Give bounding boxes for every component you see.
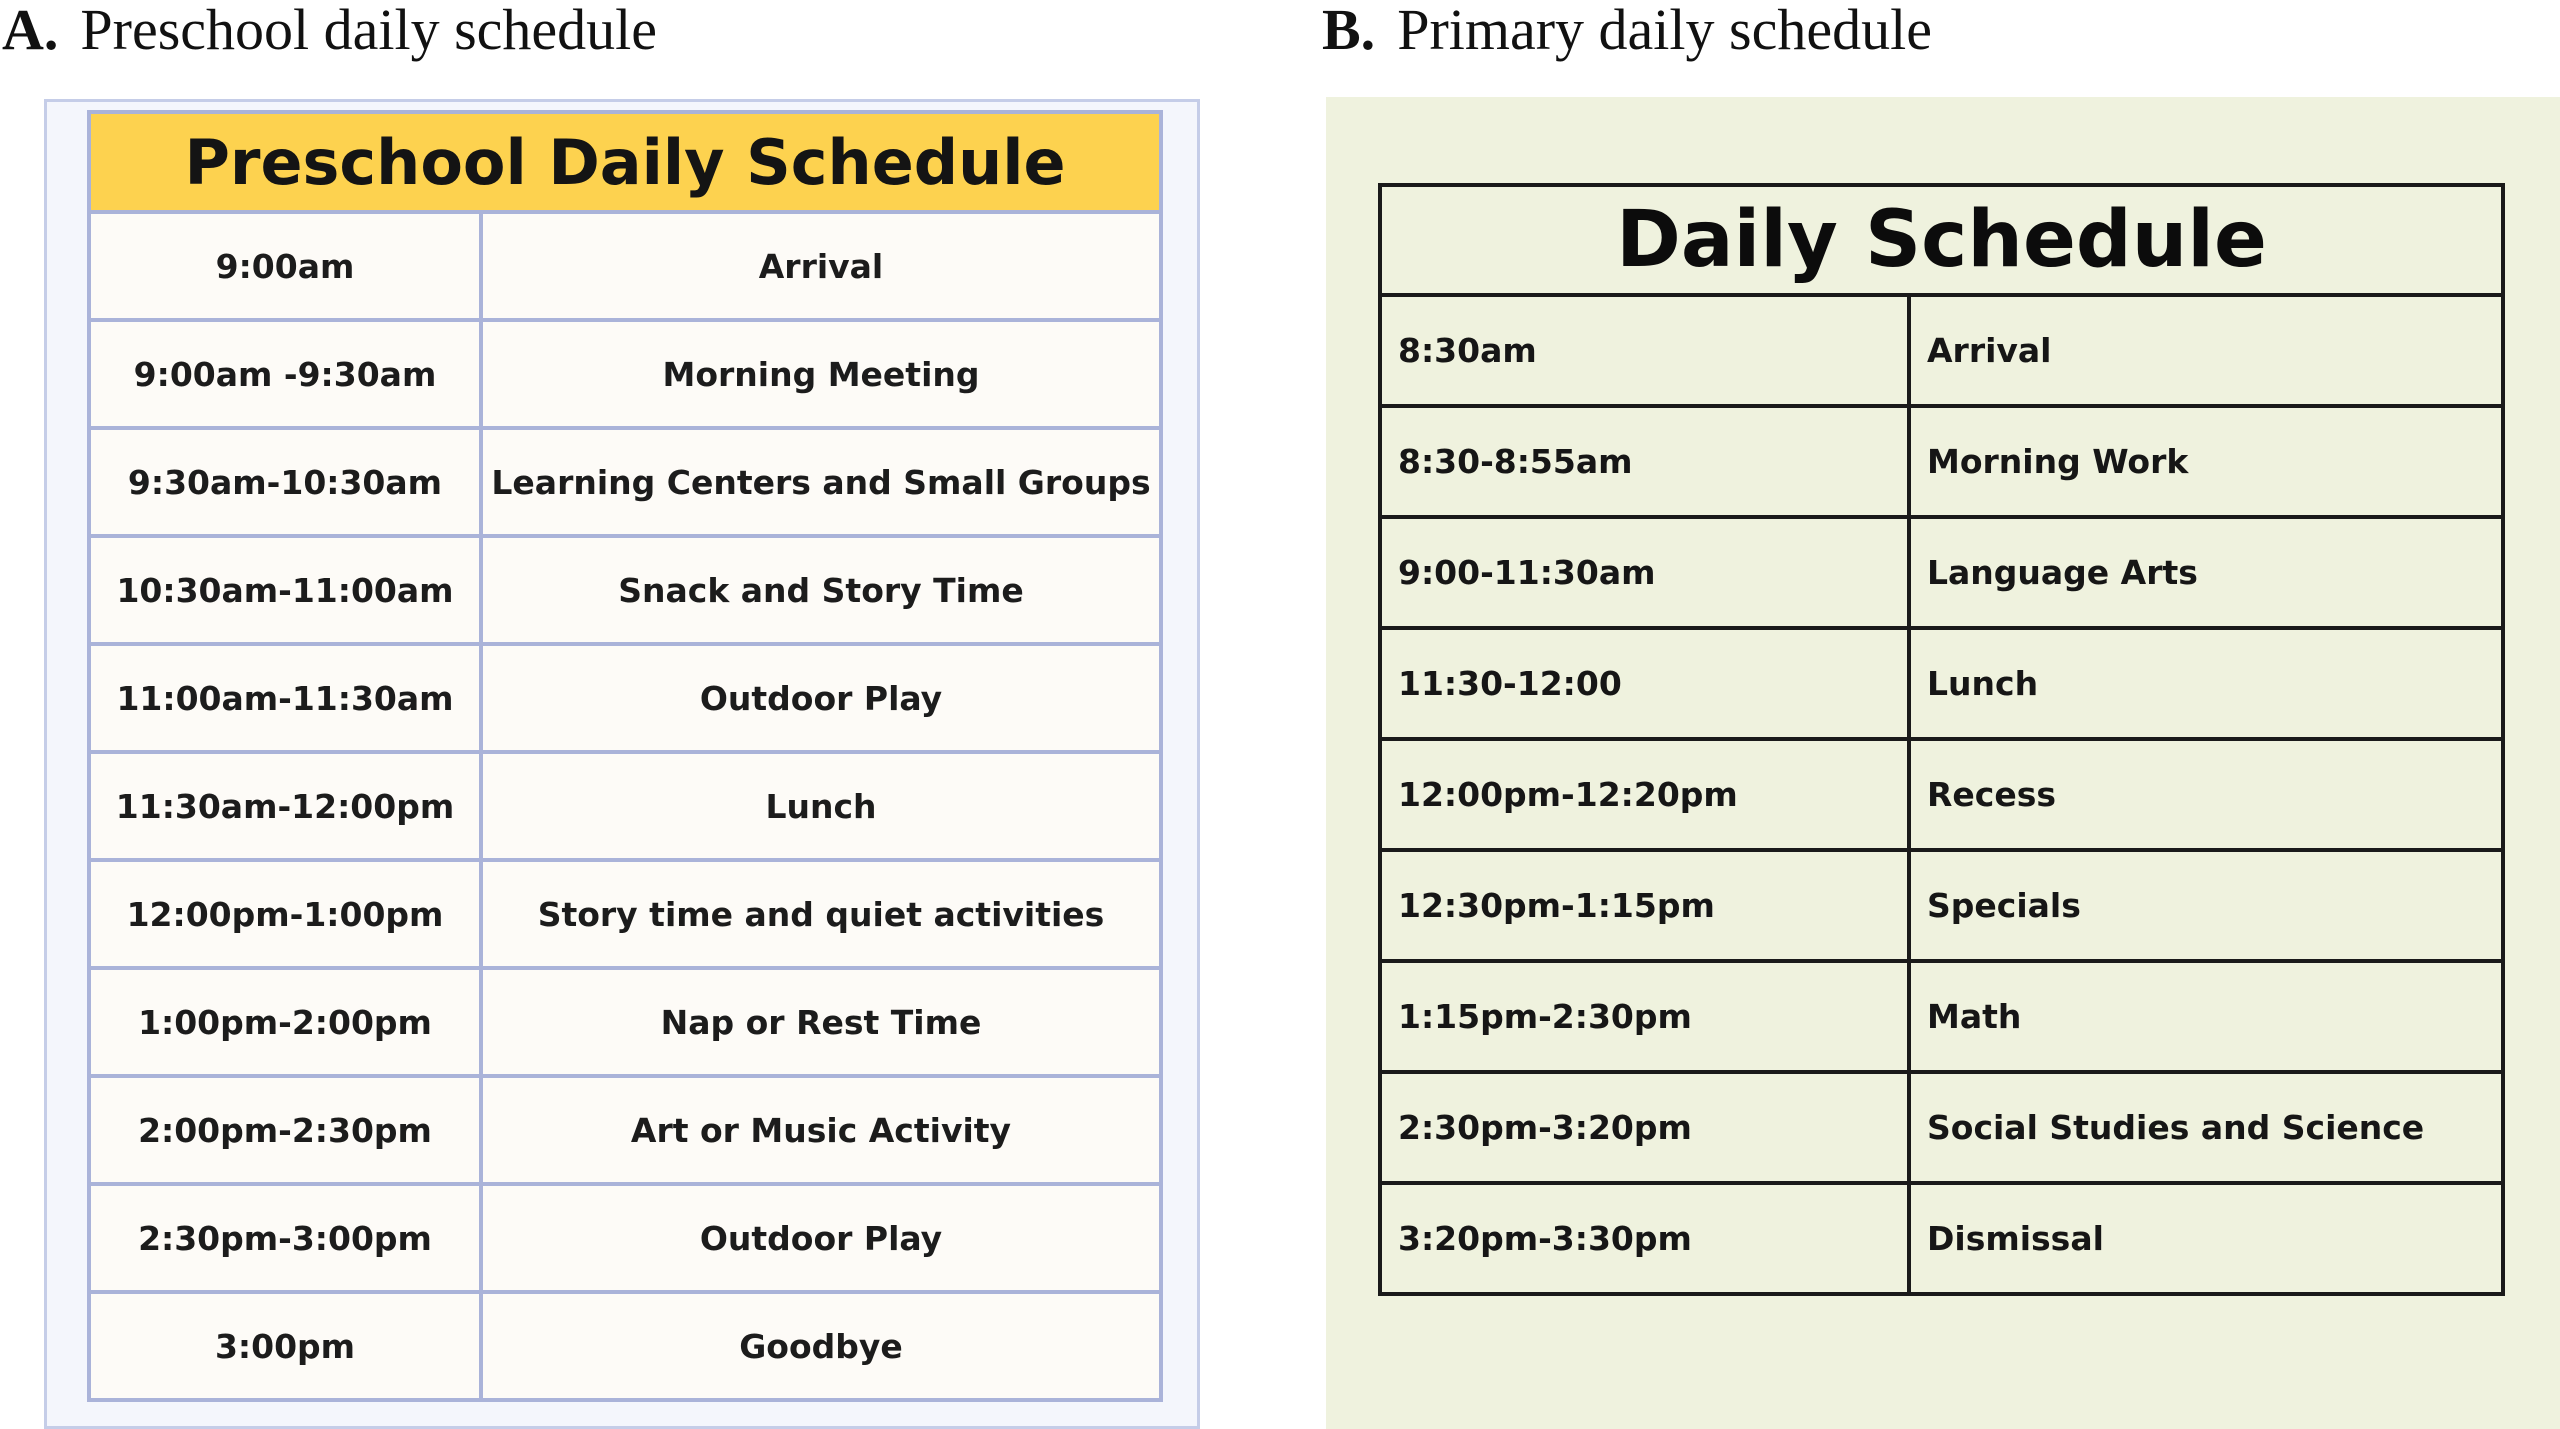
activity-cell: Nap or Rest Time — [481, 968, 1161, 1076]
activity-cell: Art or Music Activity — [481, 1076, 1161, 1184]
table-row — [1380, 517, 2503, 628]
time-cell: 10:30am-11:00am — [89, 536, 481, 644]
panel-a-caption-text: Preschool daily schedule — [80, 0, 658, 62]
panel-b-image — [1326, 97, 2560, 1429]
activity-cell: Language Arts — [1909, 517, 2503, 628]
activity-cell: Learning Centers and Small Groups — [481, 428, 1161, 536]
activity-cell: Arrival — [481, 212, 1161, 320]
time-cell: 8:30am — [1380, 295, 1909, 406]
table-row — [89, 860, 1161, 968]
preschool-schedule-body — [89, 212, 1161, 1400]
activity-cell: Dismissal — [1909, 1183, 2503, 1294]
table-row — [1380, 961, 2503, 1072]
table-row — [89, 428, 1161, 536]
activity-cell: Story time and quiet activities — [481, 860, 1161, 968]
table-row — [1380, 628, 2503, 739]
activity-cell: Lunch — [1909, 628, 2503, 739]
panel-a-caption — [2, 0, 657, 60]
primary-schedule-table — [1378, 183, 2505, 1296]
preschool-schedule-header-row — [89, 112, 1161, 212]
time-cell: 2:30pm-3:20pm — [1380, 1072, 1909, 1183]
time-cell: 2:30pm-3:00pm — [89, 1184, 481, 1292]
table-row — [89, 536, 1161, 644]
primary-schedule-title: Daily Schedule — [1380, 185, 2503, 295]
table-row — [89, 212, 1161, 320]
time-cell: 11:00am-11:30am — [89, 644, 481, 752]
preschool-schedule-title: Preschool Daily Schedule — [89, 112, 1161, 212]
activity-cell: Outdoor Play — [481, 1184, 1161, 1292]
time-cell: 11:30am-12:00pm — [89, 752, 481, 860]
table-row — [1380, 295, 2503, 406]
table-row — [89, 1184, 1161, 1292]
activity-cell: Math — [1909, 961, 2503, 1072]
activity-cell: Morning Meeting — [481, 320, 1161, 428]
table-row — [1380, 739, 2503, 850]
panel-b-caption — [1322, 0, 1932, 60]
activity-cell: Morning Work — [1909, 406, 2503, 517]
table-row — [89, 644, 1161, 752]
time-cell: 3:20pm-3:30pm — [1380, 1183, 1909, 1294]
table-row — [1380, 1072, 2503, 1183]
time-cell: 2:00pm-2:30pm — [89, 1076, 481, 1184]
activity-cell: Social Studies and Science — [1909, 1072, 2503, 1183]
time-cell: 9:00am — [89, 212, 481, 320]
activity-cell: Lunch — [481, 752, 1161, 860]
activity-cell: Specials — [1909, 850, 2503, 961]
time-cell: 1:15pm-2:30pm — [1380, 961, 1909, 1072]
time-cell: 9:00am -9:30am — [89, 320, 481, 428]
time-cell: 9:00-11:30am — [1380, 517, 1909, 628]
time-cell: 12:00pm-12:20pm — [1380, 739, 1909, 850]
activity-cell: Recess — [1909, 739, 2503, 850]
panel-b-letter: B. — [1322, 0, 1376, 62]
activity-cell: Snack and Story Time — [481, 536, 1161, 644]
panel-b-caption-text: Primary daily schedule — [1397, 0, 1932, 62]
activity-cell: Goodbye — [481, 1292, 1161, 1400]
time-cell: 12:00pm-1:00pm — [89, 860, 481, 968]
primary-schedule-body — [1380, 295, 2503, 1294]
table-row — [89, 752, 1161, 860]
activity-cell: Arrival — [1909, 295, 2503, 406]
time-cell: 11:30-12:00 — [1380, 628, 1909, 739]
preschool-schedule-table — [87, 110, 1163, 1402]
time-cell: 8:30-8:55am — [1380, 406, 1909, 517]
table-row — [89, 320, 1161, 428]
time-cell: 12:30pm-1:15pm — [1380, 850, 1909, 961]
time-cell: 3:00pm — [89, 1292, 481, 1400]
table-row — [1380, 1183, 2503, 1294]
activity-cell: Outdoor Play — [481, 644, 1161, 752]
primary-schedule-header-row — [1380, 185, 2503, 295]
time-cell: 1:00pm-2:00pm — [89, 968, 481, 1076]
panel-a-image — [44, 99, 1200, 1429]
table-row — [89, 968, 1161, 1076]
time-cell: 9:30am-10:30am — [89, 428, 481, 536]
panel-a-letter: A. — [2, 0, 59, 62]
table-row — [1380, 406, 2503, 517]
table-row — [89, 1076, 1161, 1184]
table-row — [89, 1292, 1161, 1400]
table-row — [1380, 850, 2503, 961]
